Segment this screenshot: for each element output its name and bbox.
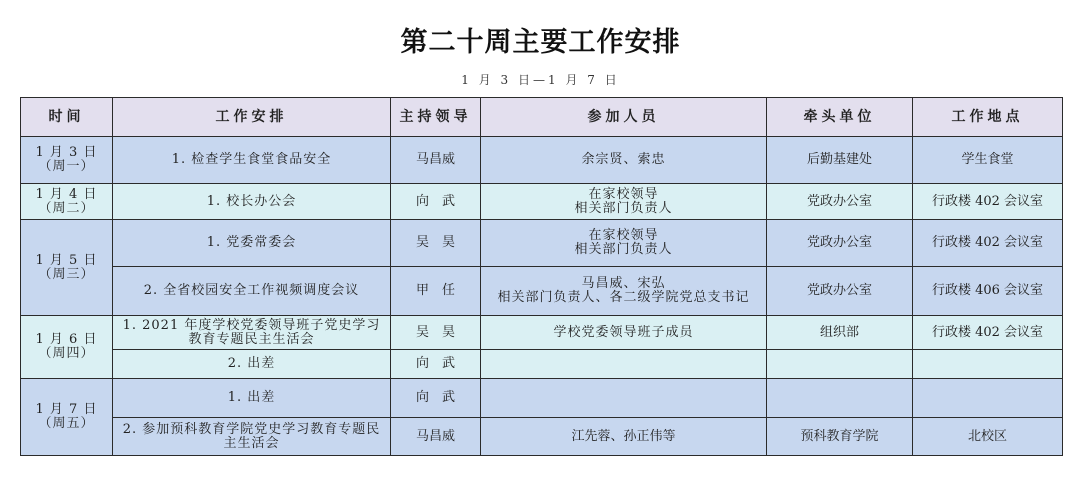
table-row <box>21 137 1063 184</box>
participants-line: 相关部门负责人 <box>574 242 673 257</box>
task-cell <box>113 418 391 456</box>
date-cell <box>21 220 113 316</box>
unit-cell: 后勤基建处 <box>767 137 913 184</box>
unit-cell: 预科教育学院 <box>767 418 913 456</box>
leader-cell: 向 武 <box>391 350 481 379</box>
date-label: 1 月 5 日 <box>35 252 98 268</box>
participants-cell <box>481 267 767 316</box>
participants-cell <box>481 137 767 184</box>
unit-cell <box>767 350 913 379</box>
task-cell: 2. 全省校园安全工作视频调度会议 <box>113 267 391 316</box>
header-unit: 牵头单位 <box>767 98 913 137</box>
unit-cell <box>767 379 913 418</box>
date-range: 1 月 3 日—1 月 7 日 <box>461 73 620 87</box>
participants-cell <box>481 350 767 379</box>
schedule-table <box>20 97 1063 456</box>
table-header-row <box>21 98 1063 137</box>
task-line: 2. 参加预科教育学院党史学习教育专题民 <box>122 421 381 437</box>
task-cell: 1. 党委常委会 <box>113 220 391 267</box>
page-title: 第二十周主要工作安排 <box>400 27 681 58</box>
participants-cell <box>481 220 767 267</box>
participants-line: 相关部门负责人、各二级学院党总支书记 <box>497 290 750 305</box>
unit-cell: 党政办公室 <box>767 220 913 267</box>
task-line: 主生活会 <box>223 435 280 451</box>
header-leader: 主持领导 <box>391 98 481 137</box>
table-row <box>21 267 1063 316</box>
table-row <box>21 184 1063 220</box>
location-cell: 行政楼 402 会议室 <box>913 184 1063 220</box>
header-time: 时间 <box>21 98 113 137</box>
location-cell: 行政楼 402 会议室 <box>913 316 1063 350</box>
weekday-label: （周三） <box>38 266 95 282</box>
participants-line: 相关部门负责人 <box>574 200 673 216</box>
date-label: 1 月 6 日 <box>35 332 98 347</box>
location-cell: 学生食堂 <box>913 137 1063 184</box>
participants-cell <box>481 316 767 350</box>
header-participants: 参加人员 <box>481 98 767 137</box>
date-cell <box>21 316 113 379</box>
table-row <box>21 316 1063 350</box>
unit-cell: 党政办公室 <box>767 267 913 316</box>
location-cell <box>913 350 1063 379</box>
leader-cell: 吴 昊 <box>391 316 481 350</box>
date-cell <box>21 184 113 220</box>
location-cell: 北校区 <box>913 418 1063 456</box>
task-cell: 1. 出差 <box>113 379 391 418</box>
date-cell <box>21 137 113 184</box>
leader-cell: 吴 昊 <box>391 220 481 267</box>
task-cell <box>113 316 391 350</box>
location-cell: 行政楼 406 会议室 <box>913 267 1063 316</box>
participants-cell <box>481 184 767 220</box>
date-label: 1 月 7 日 <box>35 402 98 417</box>
header-task: 工作安排 <box>113 98 391 137</box>
participants-line: 在家校领导 <box>588 228 659 243</box>
task-cell: 1. 检查学生食堂食品安全 <box>113 137 391 184</box>
date-cell <box>21 379 113 456</box>
task-cell: 2. 出差 <box>113 350 391 379</box>
unit-cell: 党政办公室 <box>767 184 913 220</box>
participants-line: 在家校领导 <box>588 186 659 202</box>
table-row <box>21 379 1063 418</box>
table-row <box>21 418 1063 456</box>
weekday-label: （周二） <box>38 200 95 216</box>
date-label: 1 月 4 日 <box>35 186 98 202</box>
table-row <box>21 350 1063 379</box>
participants-cell: 江先蓉、孙正伟等 <box>481 418 767 456</box>
leader-cell: 马昌威 <box>391 137 481 184</box>
weekday-label: （周一） <box>38 159 95 174</box>
leader-cell: 向 武 <box>391 379 481 418</box>
weekday-label: （周五） <box>38 416 95 431</box>
date-label: 1 月 3 日 <box>35 145 98 160</box>
participants-line: 学校党委领导班子成员 <box>553 324 694 340</box>
leader-cell: 马昌威 <box>391 418 481 456</box>
participants-cell <box>481 379 767 418</box>
task-line: 教育专题民主生活会 <box>188 331 315 347</box>
weekday-label: （周四） <box>38 346 95 361</box>
location-cell: 行政楼 402 会议室 <box>913 220 1063 267</box>
table-row <box>21 220 1063 267</box>
task-cell: 1. 校长办公会 <box>113 184 391 220</box>
participants-line: 余宗贤、索忠 <box>581 152 666 167</box>
task-line: 1. 2021 年度学校党委领导班子党史学习 <box>122 317 381 333</box>
leader-cell: 向 武 <box>391 184 481 220</box>
participants-line: 马昌威、宋弘 <box>581 276 666 291</box>
leader-cell: 甲 任 <box>391 267 481 316</box>
header-location: 工作地点 <box>913 98 1063 137</box>
location-cell <box>913 379 1063 418</box>
unit-cell: 组织部 <box>767 316 913 350</box>
